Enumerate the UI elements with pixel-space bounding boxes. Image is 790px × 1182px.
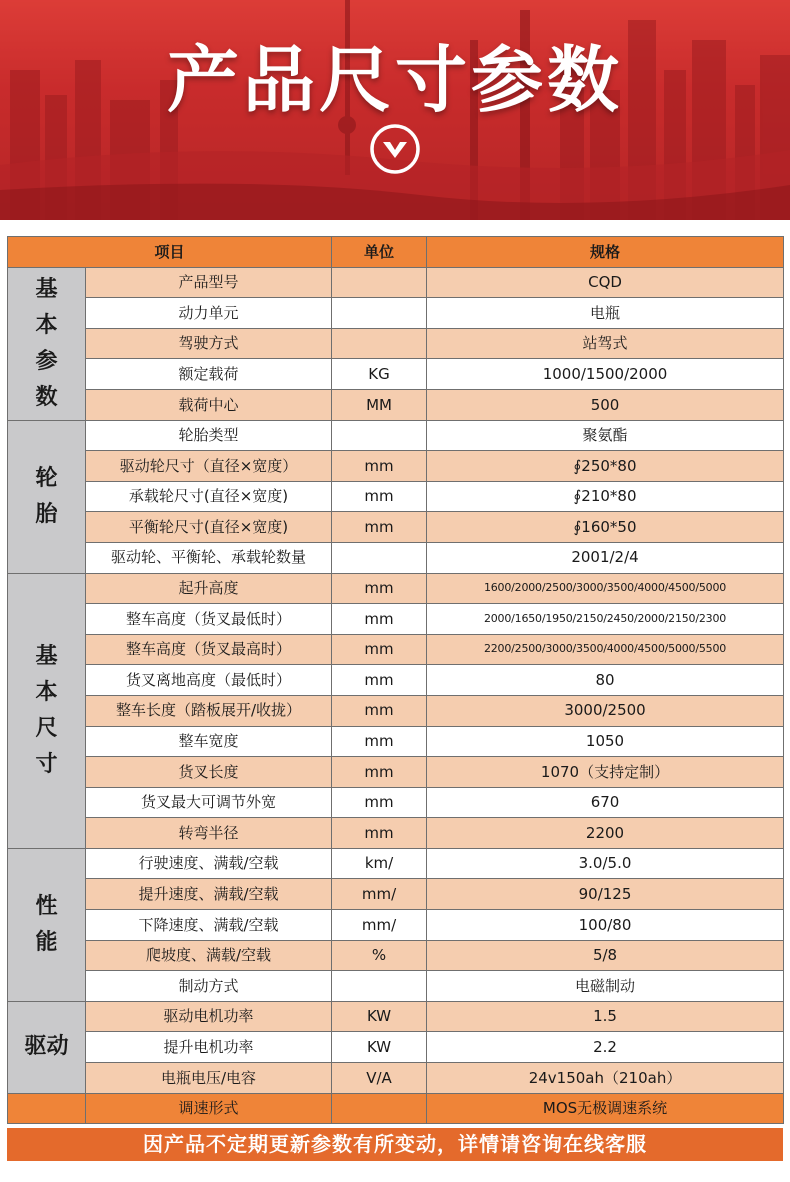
category-cell: [8, 573, 86, 848]
item-cell: 爬坡度、满载/空载: [86, 940, 332, 971]
category-cell: [8, 420, 86, 573]
spec-cell: 1000/1500/2000: [427, 359, 784, 390]
item-cell: 整车长度（踏板展开/收拢）: [86, 695, 332, 726]
table-row: [8, 267, 784, 298]
chevron-down-circle-icon: [369, 123, 421, 175]
category-label: 基: [35, 276, 58, 302]
item-cell: 驱动轮尺寸（直径×宽度）: [86, 451, 332, 482]
spec-cell: MOS无极调速系统: [427, 1093, 784, 1124]
category-label: 本: [35, 312, 58, 338]
category-label: 基: [35, 643, 58, 669]
item-cell: 提升电机功率: [86, 1032, 332, 1063]
table-row: [8, 359, 784, 390]
table-row: [8, 757, 784, 788]
spec-table: [7, 236, 784, 1124]
spec-cell: 1070（支持定制）: [427, 757, 784, 788]
category-label: 性: [35, 893, 58, 919]
page-title: 产品尺寸参数: [166, 38, 623, 122]
category-label: 驱动: [24, 1034, 69, 1060]
footer-note: 因产品不定期更新参数有所变动，详情请咨询在线客服: [7, 1128, 783, 1161]
spec-cell: 100/80: [427, 910, 784, 941]
unit-cell: KG: [332, 359, 427, 390]
spec-cell: ∮160*50: [427, 512, 784, 543]
spec-cell: 1.5: [427, 1001, 784, 1032]
category-cell: [8, 1001, 86, 1093]
table-row: [8, 1001, 784, 1032]
item-cell: 动力单元: [86, 298, 332, 329]
category-label: 参: [35, 348, 58, 374]
unit-cell: [332, 1093, 427, 1124]
spec-cell: 3.0/5.0: [427, 848, 784, 879]
unit-cell: %: [332, 940, 427, 971]
spec-cell: 5/8: [427, 940, 784, 971]
spec-cell: CQD: [427, 267, 784, 298]
spec-cell: 670: [427, 787, 784, 818]
spec-cell: 80: [427, 665, 784, 696]
spec-cell: ∮210*80: [427, 481, 784, 512]
item-cell: 货叉离地高度（最低时）: [86, 665, 332, 696]
unit-cell: mm: [332, 726, 427, 757]
category-label: 尺: [35, 715, 58, 741]
unit-cell: km/: [332, 848, 427, 879]
category-label: 胎: [35, 501, 58, 527]
category-label: 寸: [35, 751, 58, 777]
item-cell: 整车宽度: [86, 726, 332, 757]
unit-cell: mm: [332, 451, 427, 482]
category-cell: [8, 848, 86, 1001]
table-row: [8, 573, 784, 604]
unit-cell: MM: [332, 389, 427, 420]
spec-cell: 1600/2000/2500/3000/3500/4000/4500/5000: [427, 573, 784, 604]
item-cell: 整车高度（货叉最高时）: [86, 634, 332, 665]
item-cell: 承载轮尺寸(直径×宽度): [86, 481, 332, 512]
unit-cell: mm: [332, 757, 427, 788]
item-cell: 起升高度: [86, 573, 332, 604]
table-row: [8, 451, 784, 482]
table-row: [8, 818, 784, 849]
table-row: [8, 940, 784, 971]
table-row: [8, 512, 784, 543]
item-cell: 转弯半径: [86, 818, 332, 849]
table-row: [8, 879, 784, 910]
spec-cell: 3000/2500: [427, 695, 784, 726]
unit-cell: mm: [332, 481, 427, 512]
header-unit: 单位: [332, 237, 427, 268]
table-row: [8, 1063, 784, 1094]
spec-cell: 电磁制动: [427, 971, 784, 1002]
item-cell: 货叉最大可调节外宽: [86, 787, 332, 818]
unit-cell: KW: [332, 1001, 427, 1032]
item-cell: 驾驶方式: [86, 328, 332, 359]
table-row: [8, 971, 784, 1002]
spec-cell: 2.2: [427, 1032, 784, 1063]
unit-cell: [332, 328, 427, 359]
unit-cell: [332, 298, 427, 329]
item-cell: 载荷中心: [86, 389, 332, 420]
spec-cell: 电瓶: [427, 298, 784, 329]
category-cell-empty: [8, 1093, 86, 1124]
unit-cell: mm: [332, 634, 427, 665]
table-row: [8, 542, 784, 573]
header-item: 项目: [8, 237, 332, 268]
table-row: [8, 420, 784, 451]
unit-cell: mm/: [332, 879, 427, 910]
category-label: 能: [35, 929, 58, 955]
unit-cell: mm: [332, 573, 427, 604]
category-label: 轮: [35, 465, 58, 491]
category-cell: [8, 267, 86, 420]
spec-cell: 90/125: [427, 879, 784, 910]
item-cell: 额定载荷: [86, 359, 332, 390]
table-row: [8, 910, 784, 941]
unit-cell: mm: [332, 695, 427, 726]
spec-cell: 聚氨酯: [427, 420, 784, 451]
spec-cell: ∮250*80: [427, 451, 784, 482]
unit-cell: mm: [332, 665, 427, 696]
header-banner: [0, 0, 790, 220]
category-label: 本: [35, 679, 58, 705]
unit-cell: [332, 971, 427, 1002]
unit-cell: mm: [332, 818, 427, 849]
item-cell: 行驶速度、满载/空载: [86, 848, 332, 879]
table-row: [8, 328, 784, 359]
item-cell: 驱动电机功率: [86, 1001, 332, 1032]
spec-cell: 2200/2500/3000/3500/4000/4500/5000/5500: [427, 634, 784, 665]
unit-cell: [332, 267, 427, 298]
item-cell: 提升速度、满载/空载: [86, 879, 332, 910]
spec-cell: 2200: [427, 818, 784, 849]
unit-cell: V/A: [332, 1063, 427, 1094]
header-spec: 规格: [427, 237, 784, 268]
unit-cell: mm: [332, 787, 427, 818]
table-row: [8, 298, 784, 329]
table-row: [8, 481, 784, 512]
unit-cell: mm: [332, 512, 427, 543]
table-header-row: [8, 237, 784, 268]
spec-cell: 24v150ah（210ah）: [427, 1063, 784, 1094]
table-row: [8, 726, 784, 757]
table-row: [8, 604, 784, 635]
item-cell: 整车高度（货叉最低时）: [86, 604, 332, 635]
item-cell: 制动方式: [86, 971, 332, 1002]
item-cell: 平衡轮尺寸(直径×宽度): [86, 512, 332, 543]
spec-cell: 站驾式: [427, 328, 784, 359]
unit-cell: [332, 420, 427, 451]
item-cell: 轮胎类型: [86, 420, 332, 451]
spec-cell: 500: [427, 389, 784, 420]
item-cell: 产品型号: [86, 267, 332, 298]
category-label: 数: [35, 384, 58, 410]
unit-cell: mm: [332, 604, 427, 635]
unit-cell: KW: [332, 1032, 427, 1063]
item-cell: 电瓶电压/电容: [86, 1063, 332, 1094]
unit-cell: [332, 542, 427, 573]
item-cell: 调速形式: [86, 1093, 332, 1124]
item-cell: 下降速度、满载/空载: [86, 910, 332, 941]
table-row: [8, 695, 784, 726]
spec-cell: 1050: [427, 726, 784, 757]
table-body: [8, 267, 784, 1124]
spec-cell: 2001/2/4: [427, 542, 784, 573]
item-cell: 驱动轮、平衡轮、承载轮数量: [86, 542, 332, 573]
table-row: [8, 787, 784, 818]
unit-cell: mm/: [332, 910, 427, 941]
item-cell: 货叉长度: [86, 757, 332, 788]
table-row: [8, 665, 784, 696]
table-row-last: [8, 1093, 784, 1124]
spec-cell: 2000/1650/1950/2150/2450/2000/2150/2300: [427, 604, 784, 635]
table-row: [8, 848, 784, 879]
table-row: [8, 634, 784, 665]
table-row: [8, 389, 784, 420]
table-row: [8, 1032, 784, 1063]
